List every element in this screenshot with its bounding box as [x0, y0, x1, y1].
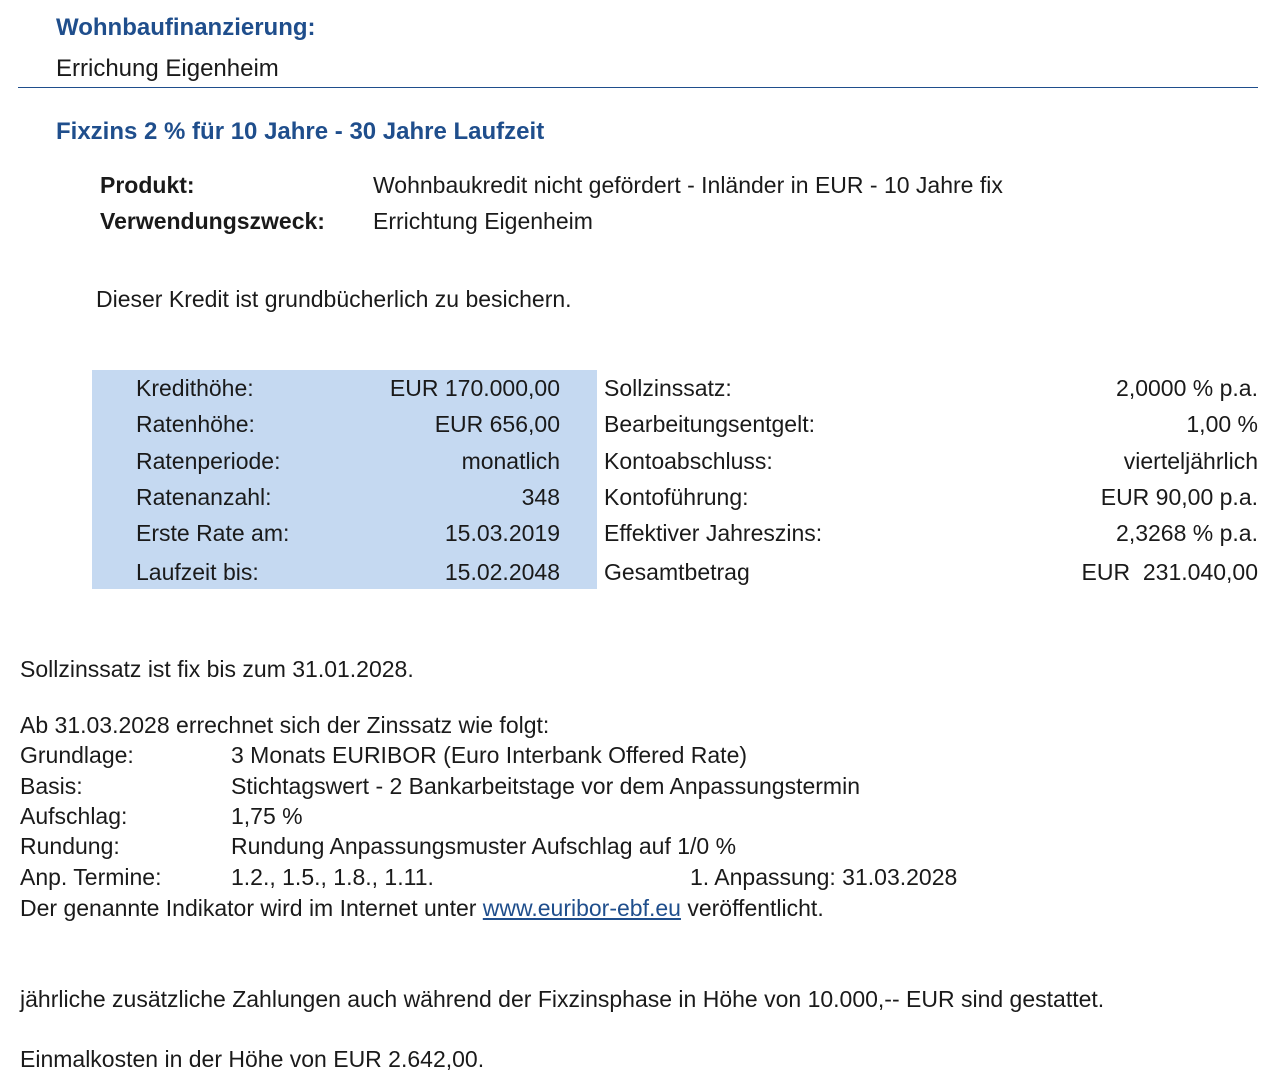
product-value: Wohnbaukredit nicht gefördert - Inländer in EUR - 10 Jahre fix — [373, 172, 1003, 198]
one-time-costs-note: Einmalkosten in der Höhe von EUR 2.642,00. — [20, 1046, 485, 1072]
page-title: Wohnbaufinanzierung: — [56, 14, 316, 41]
debit-rate-value: 2,0000 % p.a. — [1116, 375, 1258, 401]
account-closing-value: vierteljährlich — [1123, 448, 1258, 474]
first-installment-value: 15.03.2019 — [444, 520, 560, 546]
installment-value: EUR 656,00 — [434, 411, 560, 437]
account-closing-label: Kontoabschluss: — [604, 448, 773, 474]
term-end-label: Laufzeit bis: — [136, 559, 259, 585]
extra-payments-note: jährliche zusätzliche Zahlungen auch während der Fixzinsphase in Höhe von 10.000,-- EUR sind gestattet. — [20, 986, 1105, 1012]
processing-fee-value: 1,00 % — [1186, 411, 1258, 437]
loan-summary-box — [92, 370, 597, 589]
debit-rate-label: Sollzinssatz: — [604, 375, 732, 401]
purpose-value: Errichtung Eigenheim — [373, 208, 593, 234]
effective-rate-value: 2,3268 % p.a. — [1116, 520, 1258, 546]
account-fee-value: EUR 90,00 p.a. — [1100, 484, 1258, 510]
rounding-label: Rundung: — [20, 833, 120, 859]
installment-count-value: 348 — [521, 484, 560, 510]
first-adjustment: 1. Anpassung: 31.03.2028 — [690, 864, 958, 890]
indicator-line — [20, 895, 824, 922]
fixed-rate-note: Sollzinssatz ist fix bis zum 31.01.2028. — [20, 656, 414, 682]
basis-value: 3 Monats EURIBOR (Euro Interbank Offered Rate) — [231, 742, 748, 768]
installment-period-value: monatlich — [461, 448, 560, 474]
rate-intro: Ab 31.03.2028 errechnet sich der Zinssatz wie folgt: — [20, 712, 550, 738]
page-subtitle: Errichung Eigenheim — [56, 55, 279, 82]
rounding-value: Rundung Anpassungsmuster Aufschlag auf 1/0 % — [231, 833, 737, 859]
total-amount-label: Gesamtbetrag — [604, 559, 750, 585]
term-end-value: 15.02.2048 — [444, 559, 560, 585]
loan-amount-label: Kredithöhe: — [136, 375, 254, 401]
surcharge-value: 1,75 % — [231, 803, 303, 829]
installment-period-label: Ratenperiode: — [136, 448, 281, 474]
header-divider — [18, 87, 1258, 88]
installment-label: Ratenhöhe: — [136, 411, 255, 437]
basis-label: Grundlage: — [20, 742, 134, 768]
basis-type-value: Stichtagswert - 2 Bankarbeitstage vor dem Anpassungstermin — [231, 773, 860, 799]
indicator-suffix: veröffentlicht. — [687, 895, 824, 921]
section-heading: Fixzins 2 % für 10 Jahre - 30 Jahre Laufzeit — [56, 118, 545, 145]
effective-rate-label: Effektiver Jahreszins: — [604, 520, 823, 546]
euribor-link[interactable]: www.euribor-ebf.eu — [482, 895, 681, 921]
surcharge-label: Aufschlag: — [20, 803, 128, 829]
adjustment-dates-label: Anp. Termine: — [20, 864, 162, 890]
basis-type-label: Basis: — [20, 773, 83, 799]
adjustment-dates-value: 1.2., 1.5., 1.8., 1.11. — [231, 864, 434, 890]
purpose-label: Verwendungszweck: — [100, 208, 325, 234]
processing-fee-label: Bearbeitungsentgelt: — [604, 411, 815, 437]
total-amount-value: EUR 231.040,00 — [1081, 559, 1258, 585]
indicator-prefix: Der genannte Indikator wird im Internet unter — [20, 895, 477, 921]
loan-amount-value: EUR 170.000,00 — [389, 375, 560, 401]
collateral-note: Dieser Kredit ist grundbücherlich zu besichern. — [96, 286, 572, 312]
first-installment-label: Erste Rate am: — [136, 520, 290, 546]
account-fee-label: Kontoführung: — [604, 484, 749, 510]
installment-count-label: Ratenanzahl: — [136, 484, 272, 510]
product-label: Produkt: — [100, 172, 195, 198]
